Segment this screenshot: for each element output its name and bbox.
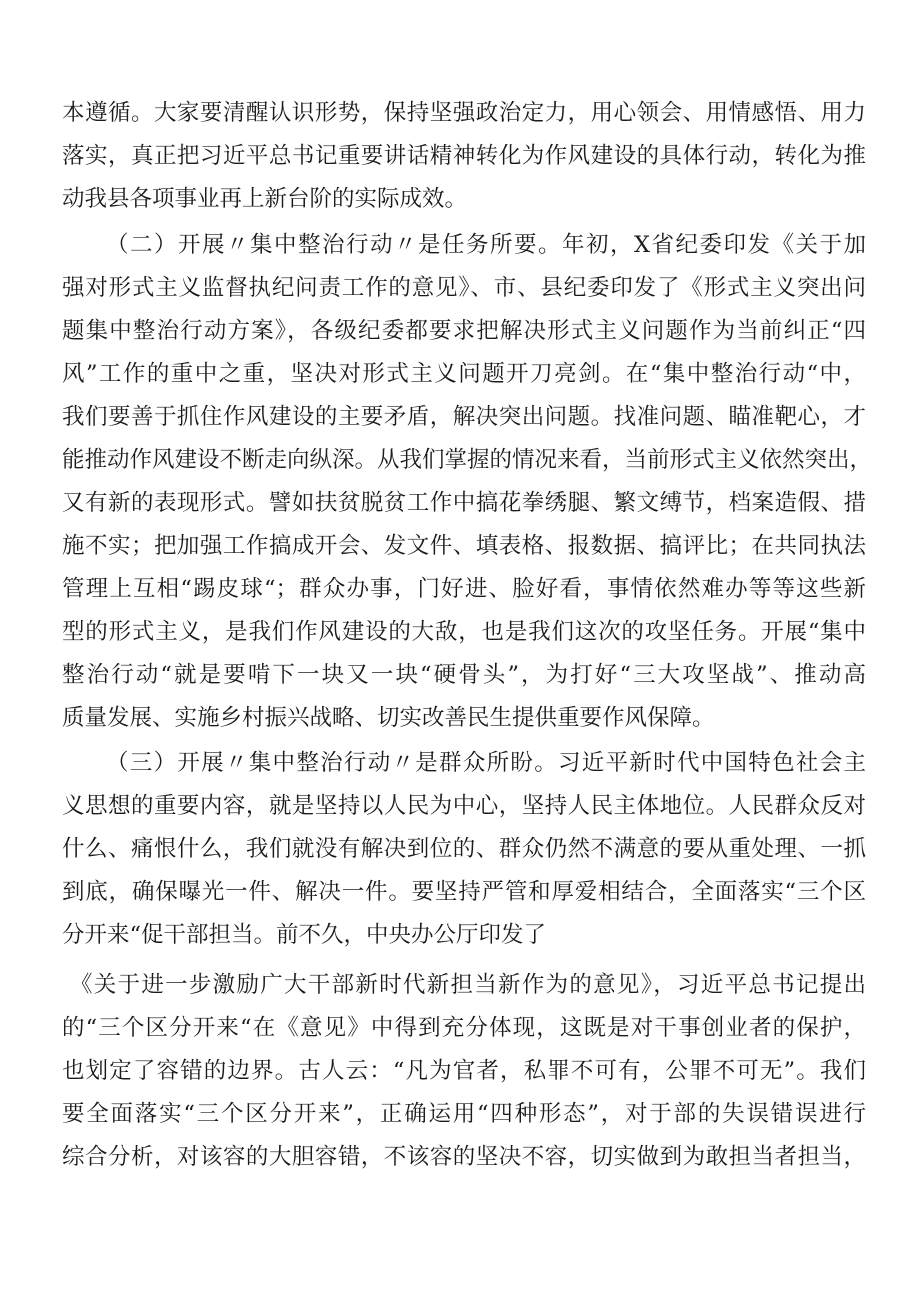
section-heading-line: （二）开展〃集中整治行动〃是任务所要。年初，X省纪委印发《关于加 (106, 232, 866, 258)
text-line: 我们要善于抓住作风建设的主要矛盾，解决突出问题。找准问题、瞄准靶心，才 (62, 404, 866, 430)
text-line: 落实，真正把习近平总书记重要讲话精神转化为作风建设的具体行动，转化为推 (62, 143, 866, 169)
text-line: 整治行动“就是要啃下一块又一块“硬骨头”，为打好“三大攻坚战”、推动高 (62, 662, 866, 688)
text-line: 综合分析，对该容的大胆容错，不该容的坚决不容，切实做到为敢担当者担当， (62, 1144, 866, 1170)
text-line: 施不实；把加强工作搞成开会、发文件、填表格、报数据、搞评比；在共同执法 (62, 533, 866, 559)
text-line: 型的形式主义，是我们作风建设的大敌，也是我们这次的攻坚任务。开展“集中 (62, 619, 866, 645)
text-line: 什么、痛恨什么，我们就没有解决到位的、群众仍然不满意的要从重处理、一抓 (62, 836, 866, 862)
section-heading-line: （三）开展〃集中整治行动〃是群众所盼。习近平新时代中国特色社会主 (106, 750, 866, 776)
text-line: 质量发展、实施乡村振兴战略、切实改善民生提供重要作风保障。 (62, 705, 715, 731)
text-line: 本遵循。大家要清醒认识形势，保持坚强政治定力，用心领会、用情感悟、用力 (62, 100, 866, 126)
text-line: 又有新的表现形式。譬如扶贫脱贫工作中搞花拳绣腿、繁文缚节，档案造假、措 (62, 490, 866, 516)
text-line: 风”工作的重中之重，坚决对形式主义问题开刀亮剑。在“集中整治行动“中， (62, 361, 866, 387)
text-line: 动我县各项事业再上新台阶的实际成效。 (62, 186, 468, 212)
text-line: 义思想的重要内容，就是坚持以人民为中心，坚持人民主体地位。人民群众反对 (62, 793, 866, 819)
text-line: 到底，确保曝光一件、解决一件。要坚持严管和厚爱相结合，全面落实“三个区 (62, 879, 866, 905)
text-line: 强对形式主义监督执纪问责工作的意见》、市、县纪委印发了《形式主义突出问 (62, 275, 866, 301)
text-line: 能推动作风建设不断走向纵深。从我们掌握的情况来看，当前形式主义依然突出， (62, 447, 873, 473)
text-line: 的“三个区分开来“在《意见》中得到充分体现，这既是对干事创业者的保护， (62, 1015, 866, 1041)
text-line: 也划定了容错的边界。古人云：“凡为官者，私罪不可有，公罪不可无”。我们 (62, 1058, 866, 1084)
text-line: 管理上互相“踢皮球“；群众办事，门好进、脸好看，事情依然难办等等这些新 (62, 576, 866, 602)
text-line: 要全面落实“三个区分开来”，正确运用“四种形态”，对于部的失误错误进行 (62, 1101, 866, 1127)
text-line: 题集中整治行动方案》，各级纪委都要求把解决形式主义问题作为当前纠正“四 (62, 318, 866, 344)
text-line: 分开来“促干部担当。前不久，中央办公厅印发了 (62, 922, 547, 948)
text-line: 《关于进一步激励广大干部新时代新担当新作为的意见》，习近平总书记提出 (70, 972, 866, 998)
